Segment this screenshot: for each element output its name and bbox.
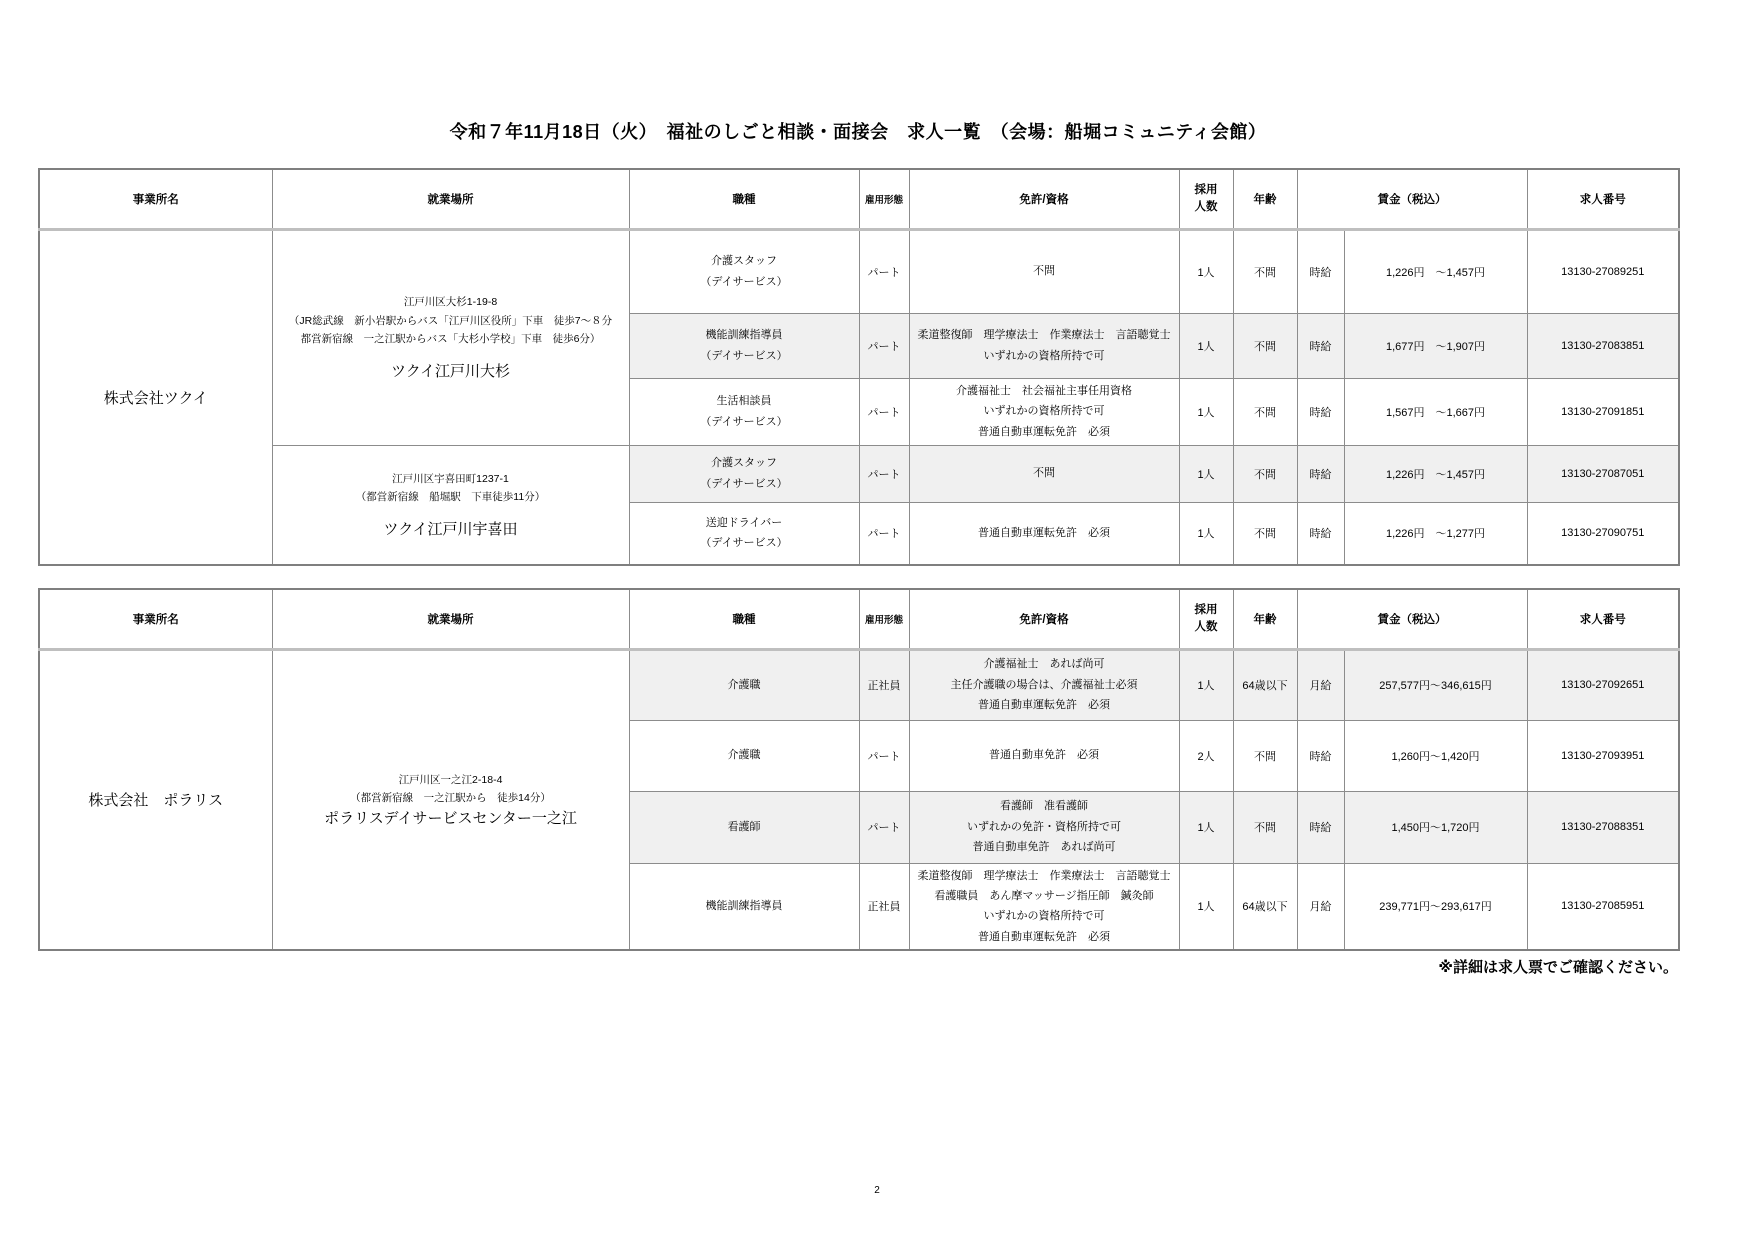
license-cell [909, 313, 1179, 378]
wage-amount-cell: 1,450円～1,720円 [1344, 791, 1527, 863]
table-row [39, 229, 1679, 313]
workplace-address: （都営新宿線 一之江駅から 徒歩14分） [350, 791, 551, 804]
table-row [39, 649, 1679, 720]
header-workplace: 就業場所 [272, 589, 629, 649]
employment-type-cell: パート [859, 313, 909, 378]
license-line: 普通自動車免許 必須 [989, 749, 1099, 762]
wage-amount-cell: 257,577円～346,615円 [1344, 649, 1527, 720]
header-age: 年齢 [1233, 169, 1297, 229]
job-type-line: （デイサービス） [700, 415, 788, 428]
job-type-line: 看護師 [727, 820, 761, 833]
hires-cell: 1人 [1179, 313, 1233, 378]
job-type-cell [629, 313, 859, 378]
employment-type-cell: パート [859, 445, 909, 502]
job-type-line: 機能訓練指導員 [705, 900, 783, 913]
workplace-address: 江戸川区大杉1-19-8 [403, 296, 498, 309]
license-line: 普通自動車運転免許 必須 [978, 930, 1110, 943]
workplace-name: ツクイ江戸川宇喜田 [383, 521, 518, 539]
license-line: 介護福祉士 あれば尚可 [983, 658, 1105, 671]
workplace-address: 江戸川区宇喜田町1237-1 [392, 472, 509, 485]
workplace-address: （JR総武線 新小岩駅からバス「江戸川区役所」下車 徒歩7～８分 [288, 314, 613, 327]
hires-cell: 1人 [1179, 863, 1233, 950]
job-type-line: （デイサービス） [700, 349, 788, 362]
age-cell: 不問 [1233, 720, 1297, 791]
job-type-line: 介護職 [727, 678, 761, 691]
wage-amount-cell: 1,567円 ～1,667円 [1344, 378, 1527, 445]
hires-cell: 1人 [1179, 445, 1233, 502]
license-line: 柔道整復師 理学療法士 作業療法士 言語聴覚士 [917, 329, 1171, 342]
license-line: 主任介護職の場合は、介護福祉士必須 [950, 678, 1138, 691]
header-license: 免許/資格 [909, 169, 1179, 229]
hires-cell: 1人 [1179, 229, 1233, 313]
company-name-cell: 株式会社 ポラリス [39, 649, 272, 950]
table-row [39, 445, 1679, 502]
wage-type-cell: 時給 [1297, 229, 1344, 313]
header-hires [1179, 169, 1233, 229]
job-type-line: 生活相談員 [716, 395, 772, 408]
age-cell: 64歳以下 [1233, 863, 1297, 950]
license-line: いずれかの資格所持で可 [983, 910, 1105, 923]
license-cell [909, 863, 1179, 950]
job-number-cell: 13130-27085951 [1527, 863, 1679, 950]
license-cell [909, 378, 1179, 445]
page-number: 2 [874, 1185, 880, 1196]
license-line: 普通自動車免許 あれば尚可 [972, 841, 1116, 854]
job-type-cell [629, 502, 859, 565]
wage-amount-cell: 1,226円 ～1,457円 [1344, 229, 1527, 313]
license-line: いずれかの免許・資格所持で可 [967, 820, 1121, 833]
job-type-cell [629, 649, 859, 720]
workplace-address: 江戸川区一之江2-18-4 [398, 773, 503, 786]
page-title: 令和７年11月18日（火） 福祉のしごと相談・面接会 求人一覧 （会場：船堀コミュニティ会館） [449, 122, 1267, 142]
job-type-cell [629, 378, 859, 445]
license-cell [909, 791, 1179, 863]
license-line: 看護師 准看護師 [1000, 800, 1088, 813]
license-cell [909, 720, 1179, 791]
header-job-number: 求人番号 [1527, 589, 1679, 649]
job-type-line: 機能訓練指導員 [705, 329, 783, 342]
job-type-cell [629, 445, 859, 502]
job-type-cell [629, 720, 859, 791]
job-type-line: （デイサービス） [700, 275, 788, 288]
workplace-address: 都営新宿線 一之江駅からバス「大杉小学校」下車 徒歩6分） [300, 332, 601, 345]
job-type-line: 介護スタッフ [711, 457, 777, 470]
license-cell [909, 649, 1179, 720]
footnote: ※詳細は求人票でご確認ください。 [1438, 959, 1678, 976]
header-age: 年齢 [1233, 589, 1297, 649]
age-cell: 不問 [1233, 791, 1297, 863]
workplace-cell [272, 229, 629, 445]
header-hires-line1: 採用 [1194, 183, 1218, 196]
license-cell [909, 229, 1179, 313]
wage-amount-cell: 239,771円～293,617円 [1344, 863, 1527, 950]
job-type-line: 送迎ドライバー [705, 516, 783, 529]
workplace-cell [272, 445, 629, 565]
age-cell: 不問 [1233, 378, 1297, 445]
wage-amount-cell: 1,226円 ～1,277円 [1344, 502, 1527, 565]
job-type-line: 介護スタッフ [711, 255, 777, 268]
employment-type-cell: パート [859, 791, 909, 863]
employment-type-cell: 正社員 [859, 649, 909, 720]
employment-type-cell: パート [859, 229, 909, 313]
job-number-cell: 13130-27089251 [1527, 229, 1679, 313]
job-table-polaris [38, 588, 1680, 951]
hires-cell: 1人 [1179, 378, 1233, 445]
job-number-cell: 13130-27087051 [1527, 445, 1679, 502]
header-job-number: 求人番号 [1527, 169, 1679, 229]
wage-type-cell: 時給 [1297, 502, 1344, 565]
job-number-cell: 13130-27090751 [1527, 502, 1679, 565]
age-cell: 不問 [1233, 502, 1297, 565]
header-workplace: 就業場所 [272, 169, 629, 229]
license-line: いずれかの資格所持で可 [983, 349, 1105, 362]
license-line: 柔道整復師 理学療法士 作業療法士 言語聴覚士 [917, 869, 1171, 882]
job-type-line: 介護職 [727, 749, 761, 762]
header-office-name: 事業所名 [39, 589, 272, 649]
wage-type-cell: 時給 [1297, 313, 1344, 378]
workplace-name: ポラリスデイサービスセンター一之江 [324, 810, 577, 828]
wage-type-cell: 月給 [1297, 649, 1344, 720]
wage-amount-cell: 1,260円～1,420円 [1344, 720, 1527, 791]
age-cell: 不問 [1233, 445, 1297, 502]
job-type-line: （デイサービス） [700, 477, 788, 490]
wage-amount-cell: 1,226円 ～1,457円 [1344, 445, 1527, 502]
wage-type-cell: 時給 [1297, 445, 1344, 502]
hires-cell: 1人 [1179, 791, 1233, 863]
job-number-cell: 13130-27088351 [1527, 791, 1679, 863]
table-header-row [39, 589, 1679, 649]
job-type-cell [629, 791, 859, 863]
wage-type-cell: 月給 [1297, 863, 1344, 950]
header-wage: 賃金（税込） [1297, 589, 1527, 649]
header-hires-line1: 採用 [1194, 603, 1218, 616]
wage-type-cell: 時給 [1297, 720, 1344, 791]
workplace-address: （都営新宿線 船堀駅 下車徒歩11分） [355, 491, 546, 503]
header-office-name: 事業所名 [39, 169, 272, 229]
header-license: 免許/資格 [909, 589, 1179, 649]
wage-type-cell: 時給 [1297, 378, 1344, 445]
employment-type-cell: パート [859, 720, 909, 791]
header-wage: 賃金（税込） [1297, 169, 1527, 229]
license-line: 普通自動車運転免許 必須 [978, 527, 1110, 540]
license-cell [909, 502, 1179, 565]
header-job-type: 職種 [629, 169, 859, 229]
job-number-cell: 13130-27091851 [1527, 378, 1679, 445]
license-line: 普通自動車運転免許 必須 [978, 699, 1110, 712]
wage-amount-cell: 1,677円 ～1,907円 [1344, 313, 1527, 378]
employment-type-cell: 正社員 [859, 863, 909, 950]
hires-cell: 1人 [1179, 502, 1233, 565]
license-line: いずれかの資格所持で可 [983, 405, 1105, 418]
license-line: 看護職員 あん摩マッサージ指圧師 鍼灸師 [934, 889, 1154, 902]
job-number-cell: 13130-27092651 [1527, 649, 1679, 720]
license-line: 介護福祉士 社会福祉主事任用資格 [956, 384, 1132, 397]
license-line: 普通自動車運転免許 必須 [978, 425, 1110, 438]
company-name-cell: 株式会社ツクイ [39, 229, 272, 565]
header-employment-type: 雇用形態 [859, 589, 909, 649]
workplace-cell [272, 649, 629, 950]
job-number-cell: 13130-27083851 [1527, 313, 1679, 378]
job-number-cell: 13130-27093951 [1527, 720, 1679, 791]
employment-type-cell: パート [859, 502, 909, 565]
header-hires-line2: 人数 [1194, 200, 1218, 213]
hires-cell: 2人 [1179, 720, 1233, 791]
table-header-row [39, 169, 1679, 229]
wage-type-cell: 時給 [1297, 791, 1344, 863]
header-employment-type: 雇用形態 [859, 169, 909, 229]
hires-cell: 1人 [1179, 649, 1233, 720]
header-hires [1179, 589, 1233, 649]
age-cell: 不問 [1233, 229, 1297, 313]
header-job-type: 職種 [629, 589, 859, 649]
workplace-name: ツクイ江戸川大杉 [390, 363, 511, 381]
header-hires-line2: 人数 [1194, 620, 1218, 633]
job-table-tsukui [38, 168, 1680, 566]
license-line: 不問 [1033, 467, 1055, 480]
age-cell: 64歳以下 [1233, 649, 1297, 720]
job-type-cell [629, 229, 859, 313]
license-line: 不問 [1033, 265, 1055, 278]
job-type-cell [629, 863, 859, 950]
employment-type-cell: パート [859, 378, 909, 445]
job-type-line: （デイサービス） [700, 537, 788, 550]
license-cell [909, 445, 1179, 502]
age-cell: 不問 [1233, 313, 1297, 378]
